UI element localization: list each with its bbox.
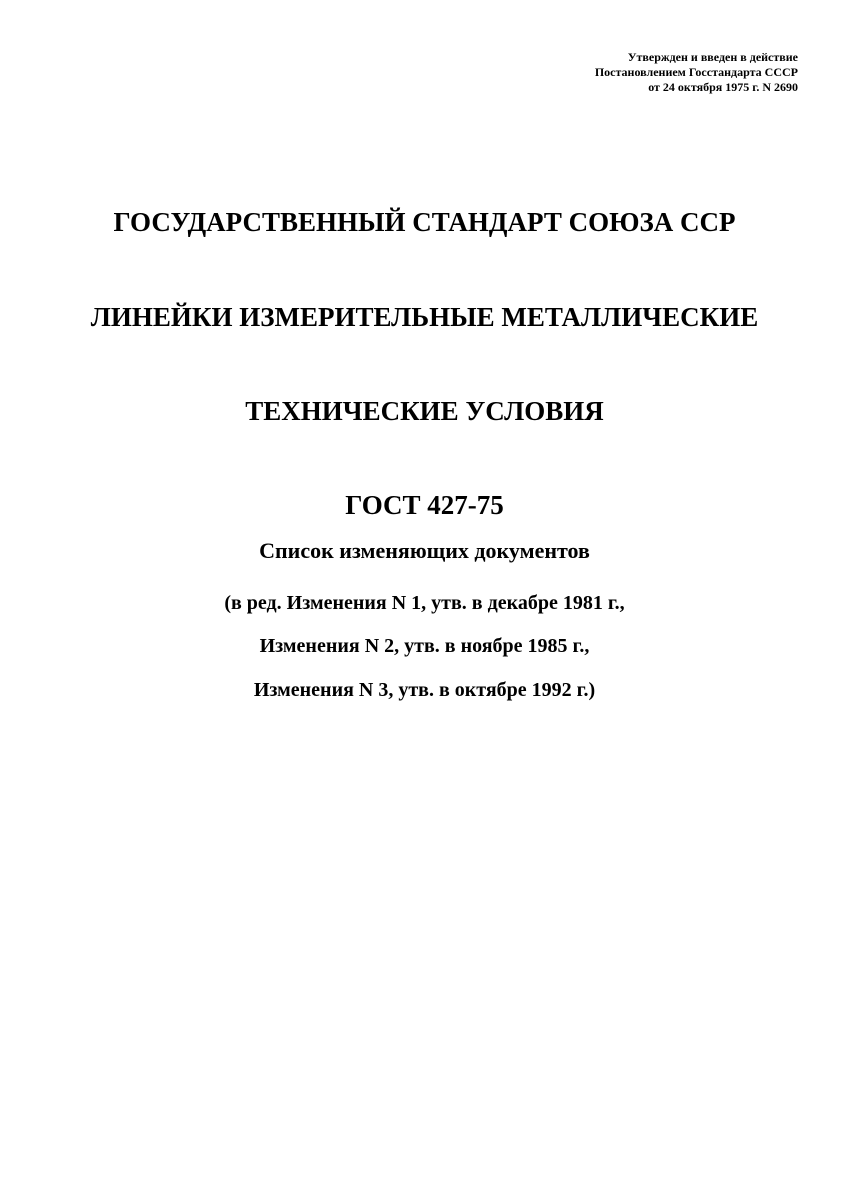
approval-line: от 24 октября 1975 г. N 2690 — [648, 80, 798, 94]
approval-note — [595, 50, 798, 95]
amendment-line: (в ред. Изменения N 1, утв. в декабре 1981 г., — [224, 592, 625, 614]
approval-line: Утвержден и введен в действие — [627, 50, 798, 64]
amendment-line: Изменения N 3, утв. в октябре 1992 г.) — [253, 679, 596, 701]
approval-line: Постановлением Госстандарта СССР — [594, 65, 798, 79]
amendment-line: Изменения N 2, утв. в ноябре 1985 г., — [259, 635, 590, 657]
document-subtitle: ТЕХНИЧЕСКИЕ УСЛОВИЯ — [245, 396, 604, 426]
state-standard-heading: ГОСУДАРСТВЕННЫЙ СТАНДАРТ СОЮЗА ССР — [113, 207, 736, 237]
document-title: ЛИНЕЙКИ ИЗМЕРИТЕЛЬНЫЕ МЕТАЛЛИЧЕСКИЕ — [90, 302, 759, 332]
gost-number: ГОСТ 427-75 — [345, 490, 504, 520]
amendments-heading: Список изменяющих документов — [259, 538, 590, 563]
